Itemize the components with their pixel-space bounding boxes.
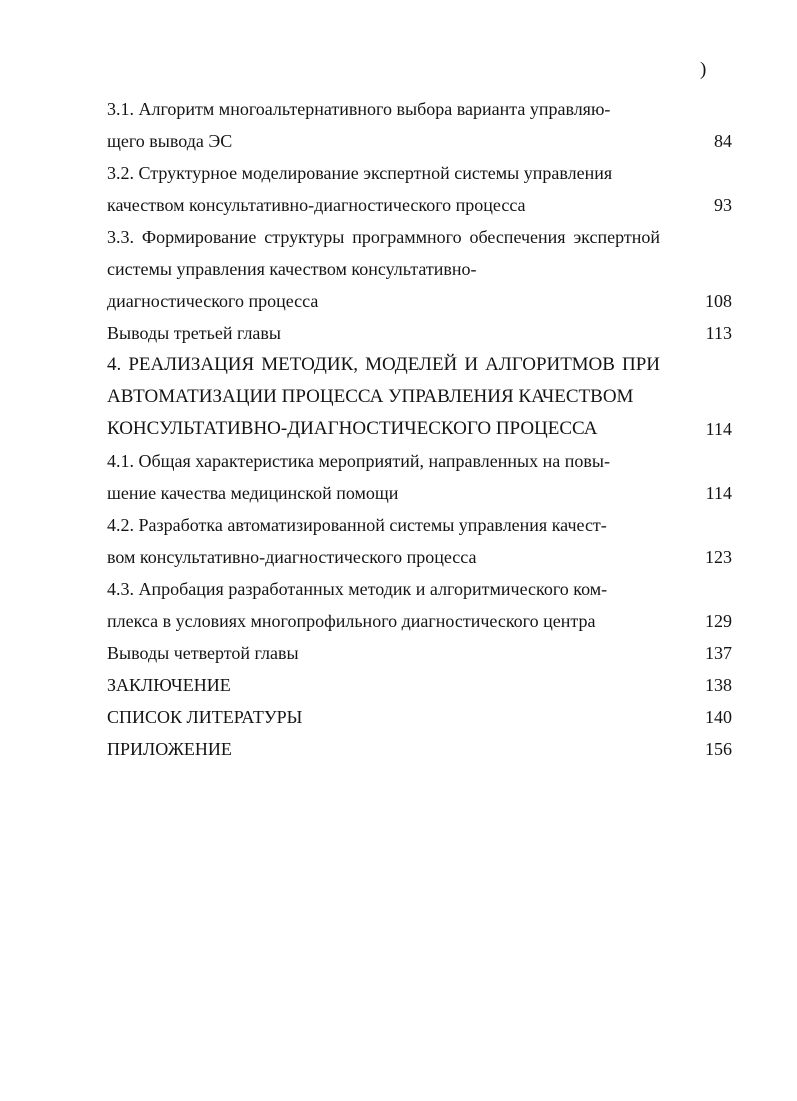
toc-entry-line: щего вывода ЭС xyxy=(107,131,233,151)
toc-entry-title xyxy=(107,221,660,317)
toc-entry-line: Выводы четвертой главы xyxy=(107,643,299,663)
page-mark: ) xyxy=(700,59,707,80)
toc-page-number: 140 xyxy=(705,707,732,727)
toc-entry-line: 4.3. Апробация разработанных методик и алгоритмического ком- xyxy=(107,579,608,599)
toc-page-number: 129 xyxy=(705,611,732,631)
toc-entry-title xyxy=(107,445,660,509)
table-of-contents xyxy=(107,93,732,765)
toc-entry-title xyxy=(107,157,660,221)
toc-entry-title xyxy=(107,701,660,733)
toc-entry-line: ПРИЛОЖЕНИЕ xyxy=(107,739,232,759)
toc-entry-line: 3.3. Формирование структуры программного обеспечения экспертной системы управления качеством консультативно- xyxy=(107,227,660,279)
toc-page-number: 93 xyxy=(714,195,732,215)
toc-entry-line: КОНСУЛЬТАТИВНО-ДИАГНОСТИЧЕСКОГО ПРОЦЕССА xyxy=(107,418,598,439)
toc-entry-title xyxy=(107,637,660,669)
toc-page-number: 113 xyxy=(705,323,732,343)
toc-entry-title xyxy=(107,93,660,157)
toc-entry-conclusions-4[interactable] xyxy=(107,637,732,669)
toc-entry-line: шение качества медицинской помощи xyxy=(107,483,399,503)
toc-entry-line: СПИСОК ЛИТЕРАТУРЫ xyxy=(107,707,303,727)
toc-entry-title xyxy=(107,509,660,573)
toc-entry-line: плекса в условиях многопрофильного диагностического центра xyxy=(107,611,596,631)
toc-entry-title xyxy=(107,317,660,349)
toc-entry-line: диагностического процесса xyxy=(107,291,319,311)
toc-entry-references[interactable] xyxy=(107,701,732,733)
toc-page-number: 114 xyxy=(705,419,732,439)
toc-page-number: 137 xyxy=(705,643,732,663)
toc-entry-chapter-4[interactable] xyxy=(107,349,732,445)
toc-entry-4-2[interactable] xyxy=(107,509,732,573)
toc-entry-line: качеством консультативно-диагностического процесса xyxy=(107,195,526,215)
toc-page-number: 114 xyxy=(705,483,732,503)
toc-entry-line: вом консультативно-диагностического процесса xyxy=(107,547,477,567)
toc-page-number: 138 xyxy=(705,675,732,695)
toc-entry-title xyxy=(107,669,660,701)
toc-entry-title xyxy=(107,349,660,445)
toc-entry-line: Выводы третьей главы xyxy=(107,323,282,343)
toc-page-number: 123 xyxy=(705,547,732,567)
toc-entry-4-3[interactable] xyxy=(107,573,732,637)
toc-entry-title xyxy=(107,573,660,637)
toc-entry-conclusion[interactable] xyxy=(107,669,732,701)
toc-entry-3-2[interactable] xyxy=(107,157,732,221)
toc-page-number: 108 xyxy=(705,291,732,311)
toc-entry-line: 4.1. Общая характеристика мероприятий, направленных на повы- xyxy=(107,451,610,471)
toc-entry-appendix[interactable] xyxy=(107,733,732,765)
toc-page-number: 156 xyxy=(705,739,732,759)
toc-entry-4-1[interactable] xyxy=(107,445,732,509)
toc-page-number: 84 xyxy=(714,131,732,151)
toc-entry-conclusions-3[interactable] xyxy=(107,317,732,349)
toc-entry-3-1[interactable] xyxy=(107,93,732,157)
toc-entry-line: 3.1. Алгоритм многоальтернативного выбора варианта управляю- xyxy=(107,99,611,119)
toc-entry-line: 3.2. Структурное моделирование экспертной системы управления xyxy=(107,163,613,183)
toc-entry-line: 4. РЕАЛИЗАЦИЯ МЕТОДИК, МОДЕЛЕЙ И АЛГОРИТМОВ ПРИ АВТОМАТИЗАЦИИ ПРОЦЕССА УПРАВЛЕНИЯ КАЧЕСТВОМ xyxy=(107,354,660,407)
toc-entry-line: ЗАКЛЮЧЕНИЕ xyxy=(107,675,231,695)
toc-entry-3-3[interactable] xyxy=(107,221,732,317)
toc-entry-title xyxy=(107,733,660,765)
toc-entry-line: 4.2. Разработка автоматизированной системы управления качест- xyxy=(107,515,607,535)
